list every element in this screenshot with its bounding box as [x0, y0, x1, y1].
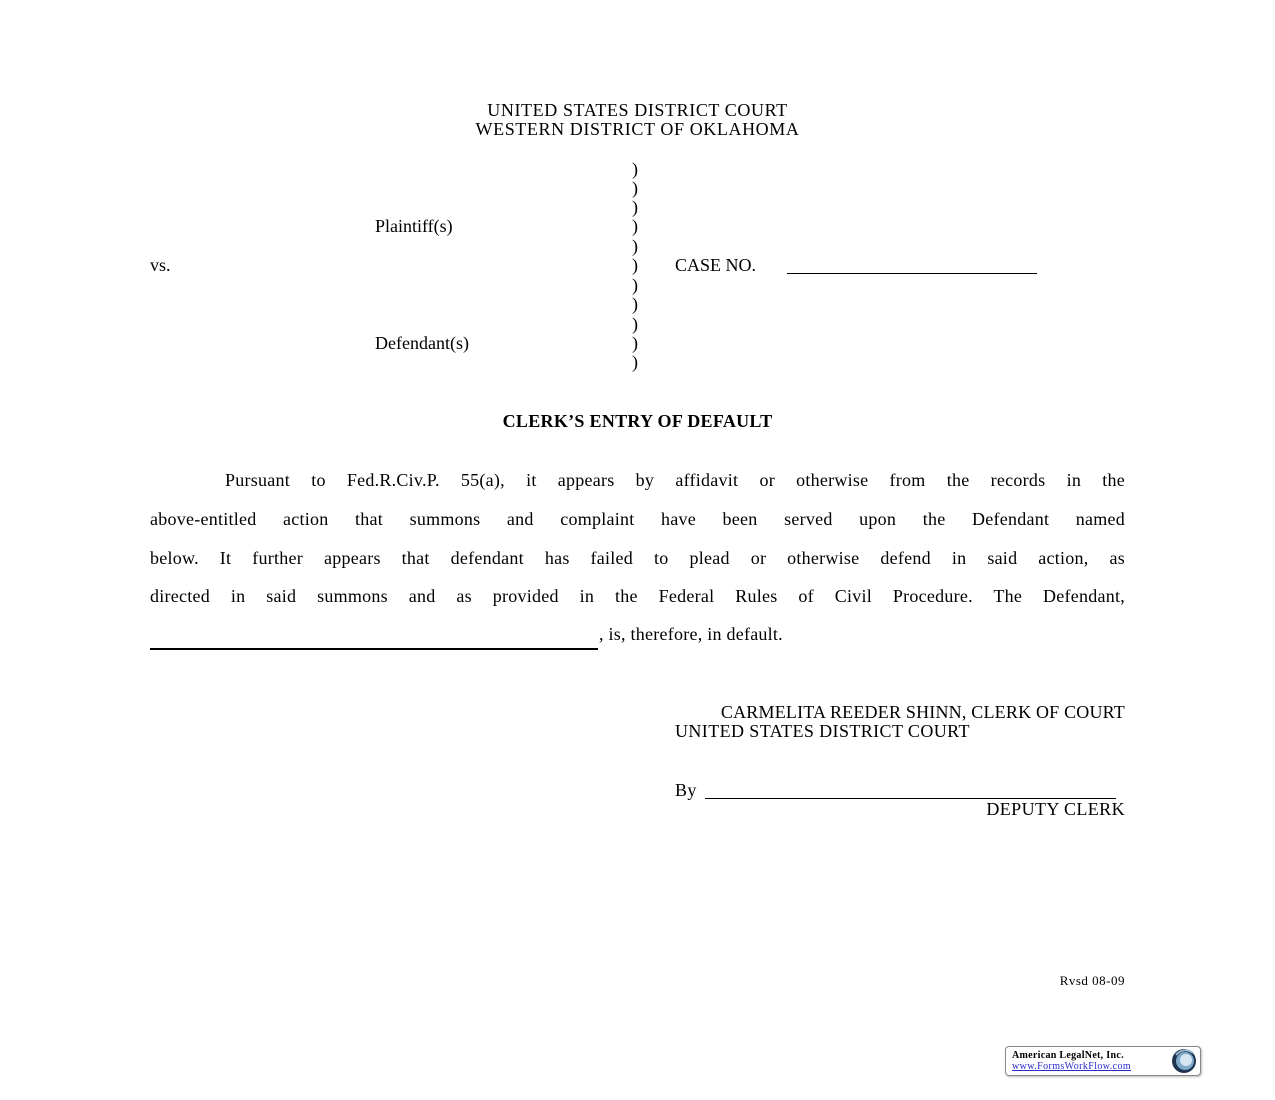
caption-paren: ) [632, 178, 638, 198]
globe-icon [1171, 1048, 1197, 1074]
caption-paren: ) [632, 294, 638, 314]
deputy-signature-field[interactable] [705, 781, 1116, 799]
caption-paren: ) [632, 159, 638, 179]
caption-paren: ) [632, 352, 638, 372]
caption-paren: ) [632, 314, 638, 334]
clerk-court: UNITED STATES DISTRICT COURT [675, 721, 970, 741]
caption-paren: ) [632, 197, 638, 217]
caption-paren: ) [632, 333, 638, 353]
default-statement: , is, therefore, in default. [599, 624, 783, 644]
document-title: CLERK’S ENTRY OF DEFAULT [502, 411, 773, 431]
body-line: Pursuant to Fed.R.Civ.P. 55(a), it appears by affidavit or otherwise from the records in the [225, 470, 1125, 490]
caption-paren: ) [632, 255, 638, 275]
caption-paren: ) [632, 236, 638, 256]
body-line: directed in said summons and as provided in the Federal Rules of Civil Procedure. The Defendant, [150, 586, 1125, 606]
caption-paren: ) [632, 216, 638, 236]
logo-url-link[interactable]: www.FormsWorkFlow.com [1012, 1061, 1132, 1072]
clerk-name: CARMELITA REEDER SHINN, CLERK OF COURT [720, 702, 1125, 722]
defendant-name-field[interactable] [150, 630, 598, 650]
case-no-field[interactable] [787, 256, 1037, 274]
defendant-label: Defendant(s) [375, 333, 469, 353]
body-line: below. It further appears that defendant has failed to plead or otherwise defend in said action, as [150, 548, 1125, 568]
caption-paren: ) [632, 275, 638, 295]
by-label: By [675, 780, 697, 800]
plaintiff-label: Plaintiff(s) [375, 216, 453, 236]
court-name: UNITED STATES DISTRICT COURT [487, 100, 788, 120]
case-no-label: CASE NO. [675, 255, 757, 275]
vs-label: vs. [150, 255, 171, 275]
body-line: above-entitled action that summons and complaint have been served upon the Defendant named [150, 509, 1125, 529]
revision-date: Rvsd 08-09 [1059, 973, 1125, 988]
deputy-clerk-label: DEPUTY CLERK [986, 799, 1125, 819]
american-legalnet-logo[interactable] [1005, 1046, 1201, 1076]
logo-company: American LegalNet, Inc. [1012, 1050, 1124, 1061]
district-name: WESTERN DISTRICT OF OKLAHOMA [475, 119, 800, 139]
